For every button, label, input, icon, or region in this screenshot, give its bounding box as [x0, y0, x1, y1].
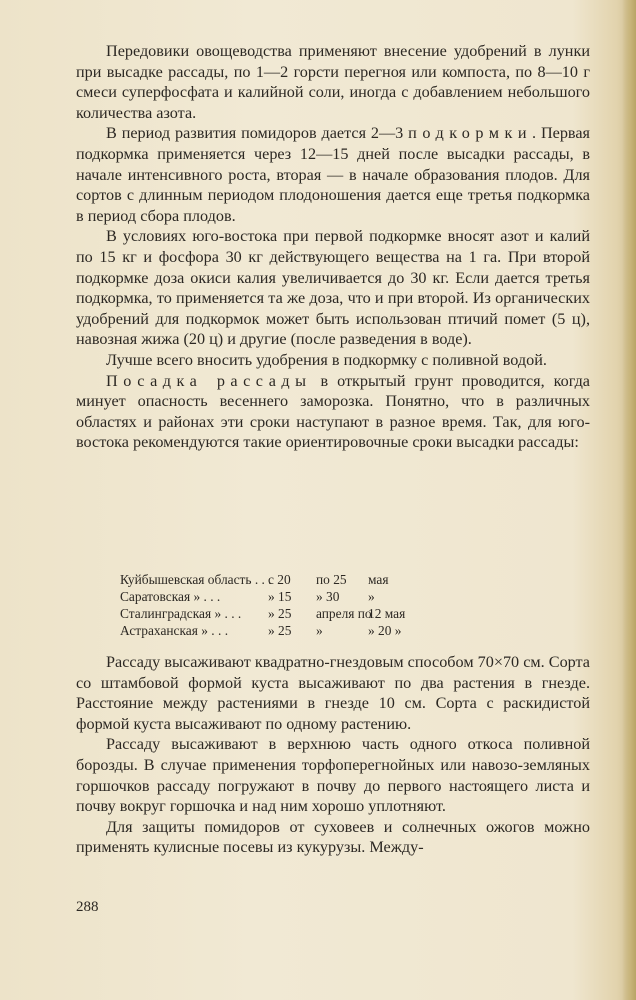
- paragraph-fertilizer-holes: Передовики овощеводства применяют внесение удобрений в лунки при высадке рассады, по 1—2 горсти перегноя или компоста, по 8—10 г смеси суперфосфата и калийной соли, иногда с добавлением небольшого количества азота.: [76, 42, 590, 122]
- planting-dates-table: [120, 571, 560, 639]
- table-cell: » 25: [268, 606, 292, 621]
- page-edge: [622, 0, 636, 1000]
- table-cell: Саратовская » . . .: [120, 589, 221, 604]
- page-number: 288: [76, 899, 99, 915]
- paragraph-irrigation: Лучше всего вносить удобрения в подкормку с поливной водой.: [106, 350, 547, 369]
- table-cell: » 20 »: [368, 623, 402, 638]
- paragraph-square-nest: Рассаду высаживают квадратно-гнездовым способом 70×70 см. Сорта со штамбовой формой куста высаживают по два растения в гнезде. Расстояние между растениями в гнезде 10 см. Сорта с раскидистой формой куста высаживают по одному растению.: [76, 653, 590, 733]
- table-cell: Куйбышевская область . . .: [120, 572, 272, 587]
- paragraph-furrow: Рассаду высаживают в верхнюю часть одного откоса поливной борозды. В случае применения торфоперегнойных или навозо-земляных горшочков рассаду погружают в почву до первого настоящего листа и почву вокруг горшочка и над ним хорошо уплотняют.: [76, 735, 590, 816]
- spaced-term: подкормки: [408, 124, 533, 143]
- table-row: [120, 605, 560, 622]
- table-cell: мая: [368, 572, 389, 587]
- table-row: [120, 571, 560, 588]
- table-cell: Сталинградская » . . .: [120, 606, 242, 621]
- body-text-bottom: [76, 652, 590, 858]
- table-cell: »: [316, 623, 323, 638]
- spaced-term: Посадка рассады: [106, 371, 312, 390]
- table-cell: » 25: [268, 623, 292, 638]
- text-run: В период развития помидоров дается 2—3: [106, 124, 409, 143]
- table-cell: Астраханская » . . .: [120, 623, 229, 638]
- body-text-top: [76, 41, 590, 453]
- paragraph-feeding: [76, 123, 590, 226]
- table-cell: апреля по: [316, 606, 372, 621]
- table-cell: 12 мая: [368, 606, 406, 621]
- paragraph-doses: В условиях юго-востока при первой подкормке вносят азот и калий по 15 кг и фосфора 30 кг действующего вещества на 1 га. При второй подкормке доза окиси калия увеличивается до 30 кг. Если дается третья подкормка, то применяется та же доза, что и при второй. Из органических удобрений для подкормок может быть использован птичий помет (5 ц), навозная жижа (20 ц) и другие (после разведения в воде).: [76, 227, 590, 349]
- table-cell: »: [368, 589, 375, 604]
- table-row: [120, 588, 560, 605]
- text-run: в открытый грунт проводится, когда минует опасность весеннего заморозка. Понятно, что в различных областях и районах эти сроки наступают в разное время. Так, для юго-востока рекомендуются такие ориентировочные сроки высадки рассады:: [76, 371, 590, 452]
- paragraph-planting: [76, 371, 590, 453]
- table-row: [120, 622, 560, 639]
- table-cell: с 20: [268, 572, 291, 587]
- table-cell: » 30: [316, 589, 340, 604]
- table-cell: по 25: [316, 572, 347, 587]
- text-run: . Первая подкормка применяется через 12—15 дней после высадки рассады, в начале интенсивного роста, вторая — в начале образования плодов. Для сортов с длинным периодом плодоношения дается еще третья подкормка в период сбора плодов.: [76, 124, 590, 225]
- paragraph-wind-protection: Для защиты помидоров от суховеев и солнечных ожогов можно применять кулисные посевы из кукурузы. Между-: [76, 817, 590, 857]
- table-cell: » 15: [268, 589, 292, 604]
